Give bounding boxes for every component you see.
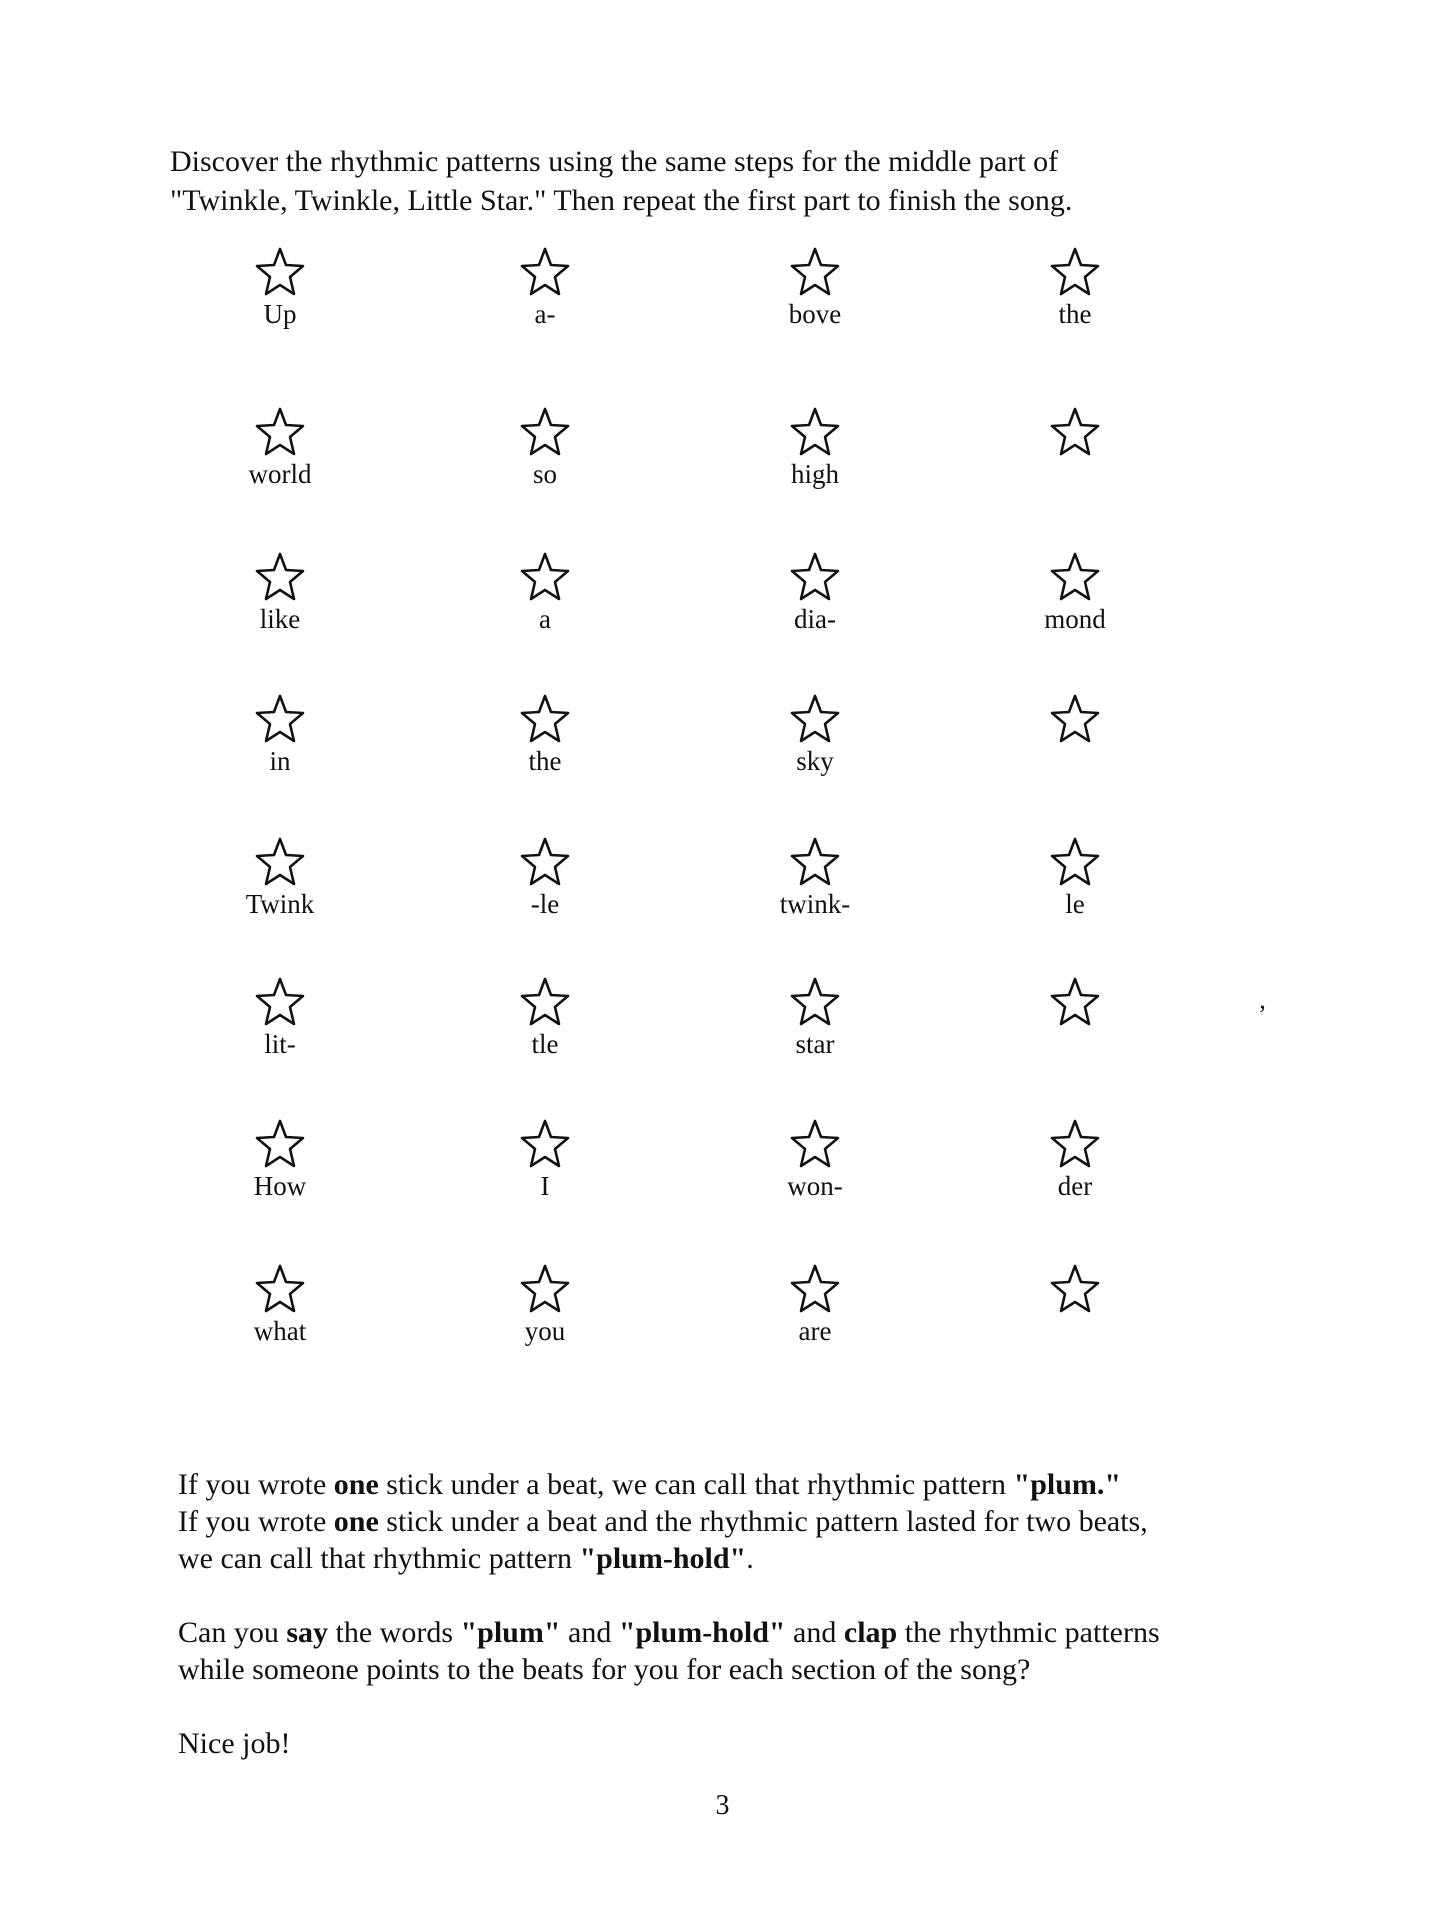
- star-outline-icon: [253, 975, 307, 1029]
- beat-cell: [195, 975, 365, 1059]
- lyric-syllable: the: [528, 746, 562, 776]
- star-outline-icon: [1048, 1262, 1102, 1316]
- star-outline-icon: [518, 1117, 572, 1171]
- lyric-syllable: der: [1057, 1171, 1093, 1201]
- question-line-1: Can you say the words "plum" and "plum-hold" and clap the rhythmic patterns: [178, 1616, 1160, 1649]
- intro-line-2: "Twinkle, Twinkle, Little Star." Then repeat the first part to finish the song.: [170, 184, 1073, 217]
- lyric-syllable: I: [540, 1171, 550, 1201]
- lyric-syllable: like: [259, 604, 301, 634]
- star-outline-icon: [253, 835, 307, 889]
- star-outline-icon: [1048, 1117, 1102, 1171]
- star-outline-icon: [788, 692, 842, 746]
- star-outline-icon: [788, 975, 842, 1029]
- star-outline-icon: [1048, 405, 1102, 459]
- explanation-line-3: we can call that rhythmic pattern "plum-hold".: [178, 1542, 754, 1575]
- beat-cell: [195, 1262, 365, 1346]
- lyric-syllable: [990, 1029, 1160, 1059]
- beat-cell: [460, 1262, 630, 1346]
- lyric-syllable: you: [524, 1316, 566, 1346]
- star-outline-icon: [253, 245, 307, 299]
- beat-cell: [195, 1117, 365, 1201]
- star-outline-icon: [788, 835, 842, 889]
- star-outline-icon: [253, 1262, 307, 1316]
- lyric-syllable: le: [1065, 889, 1085, 919]
- star-outline-icon: [518, 1262, 572, 1316]
- beat-cell: [990, 692, 1160, 776]
- lyric-syllable: a: [539, 604, 551, 634]
- beat-cell: [730, 1262, 900, 1346]
- star-outline-icon: [518, 405, 572, 459]
- beat-cell: [730, 405, 900, 489]
- lyric-syllable: bove: [788, 299, 842, 329]
- beat-cell: [730, 1117, 900, 1201]
- beat-cell: [460, 835, 630, 919]
- beat-cell: [195, 835, 365, 919]
- page-number: 3: [715, 1790, 730, 1821]
- stray-mark: ’: [1258, 1000, 1267, 1029]
- beat-cell: [460, 405, 630, 489]
- lyric-syllable: world: [248, 459, 312, 489]
- beat-cell: [460, 975, 630, 1059]
- beat-cell: [730, 692, 900, 776]
- beat-cell: [990, 975, 1160, 1059]
- lyric-syllable: the: [1058, 299, 1092, 329]
- lyric-syllable: in: [269, 746, 291, 776]
- lyric-syllable: what: [253, 1316, 307, 1346]
- beat-cell: [460, 1117, 630, 1201]
- lyric-syllable: [990, 459, 1160, 489]
- lyric-syllable: Up: [263, 299, 297, 329]
- lyric-syllable: so: [532, 459, 557, 489]
- lyric-syllable: -le: [530, 889, 560, 919]
- star-outline-icon: [788, 245, 842, 299]
- beat-cell: [460, 245, 630, 329]
- star-outline-icon: [518, 975, 572, 1029]
- beat-cell: [990, 245, 1160, 329]
- beat-cell: [990, 405, 1160, 489]
- star-outline-icon: [253, 692, 307, 746]
- question-line-2: while someone points to the beats for you for each section of the song?: [178, 1653, 1031, 1686]
- lyric-syllable: are: [798, 1316, 832, 1346]
- explanation-line-2: If you wrote one stick under a beat and the rhythmic pattern lasted for two beats,: [178, 1505, 1148, 1538]
- beat-cell: [460, 550, 630, 634]
- beat-cell: [730, 835, 900, 919]
- lyric-syllable: [990, 746, 1160, 776]
- lyric-syllable: How: [253, 1171, 307, 1201]
- star-outline-icon: [788, 1262, 842, 1316]
- beat-cell: [730, 245, 900, 329]
- star-outline-icon: [518, 835, 572, 889]
- star-outline-icon: [1048, 692, 1102, 746]
- lyric-syllable: won-: [787, 1171, 843, 1201]
- beat-cell: [195, 692, 365, 776]
- lyric-syllable: a-: [534, 299, 556, 329]
- star-outline-icon: [788, 1117, 842, 1171]
- star-outline-icon: [518, 692, 572, 746]
- star-outline-icon: [518, 550, 572, 604]
- closing-praise: Nice job!: [178, 1727, 291, 1760]
- beat-cell: [730, 975, 900, 1059]
- lyric-syllable: high: [790, 459, 839, 489]
- lyric-syllable: dia-: [794, 604, 836, 634]
- lyric-syllable: mond: [1044, 604, 1106, 634]
- beat-cell: [195, 245, 365, 329]
- lyric-syllable: lit-: [264, 1029, 296, 1059]
- lyric-syllable: twink-: [779, 889, 851, 919]
- star-outline-icon: [1048, 550, 1102, 604]
- beat-cell: [195, 550, 365, 634]
- lyric-syllable: [990, 1316, 1160, 1346]
- star-outline-icon: [1048, 245, 1102, 299]
- beat-cell: [460, 692, 630, 776]
- star-outline-icon: [788, 550, 842, 604]
- star-outline-icon: [1048, 835, 1102, 889]
- beat-cell: [195, 405, 365, 489]
- beat-cell: [730, 550, 900, 634]
- beat-cell: [990, 550, 1160, 634]
- lyric-syllable: star: [795, 1029, 835, 1059]
- star-outline-icon: [788, 405, 842, 459]
- beat-cell: [990, 1117, 1160, 1201]
- beat-cell: [990, 1262, 1160, 1346]
- star-outline-icon: [253, 1117, 307, 1171]
- intro-line-1: Discover the rhythmic patterns using the same steps for the middle part of: [170, 145, 1059, 178]
- explanation-line-1: If you wrote one stick under a beat, we can call that rhythmic pattern "plum.": [178, 1468, 1122, 1501]
- explanation-text: [178, 1466, 1338, 1762]
- lyric-syllable: sky: [796, 746, 834, 776]
- star-outline-icon: [1048, 975, 1102, 1029]
- beat-cell: [990, 835, 1160, 919]
- star-outline-icon: [253, 405, 307, 459]
- lyric-syllable: Twink: [245, 889, 315, 919]
- lyric-syllable: tle: [531, 1029, 559, 1059]
- star-outline-icon: [518, 245, 572, 299]
- star-outline-icon: [253, 550, 307, 604]
